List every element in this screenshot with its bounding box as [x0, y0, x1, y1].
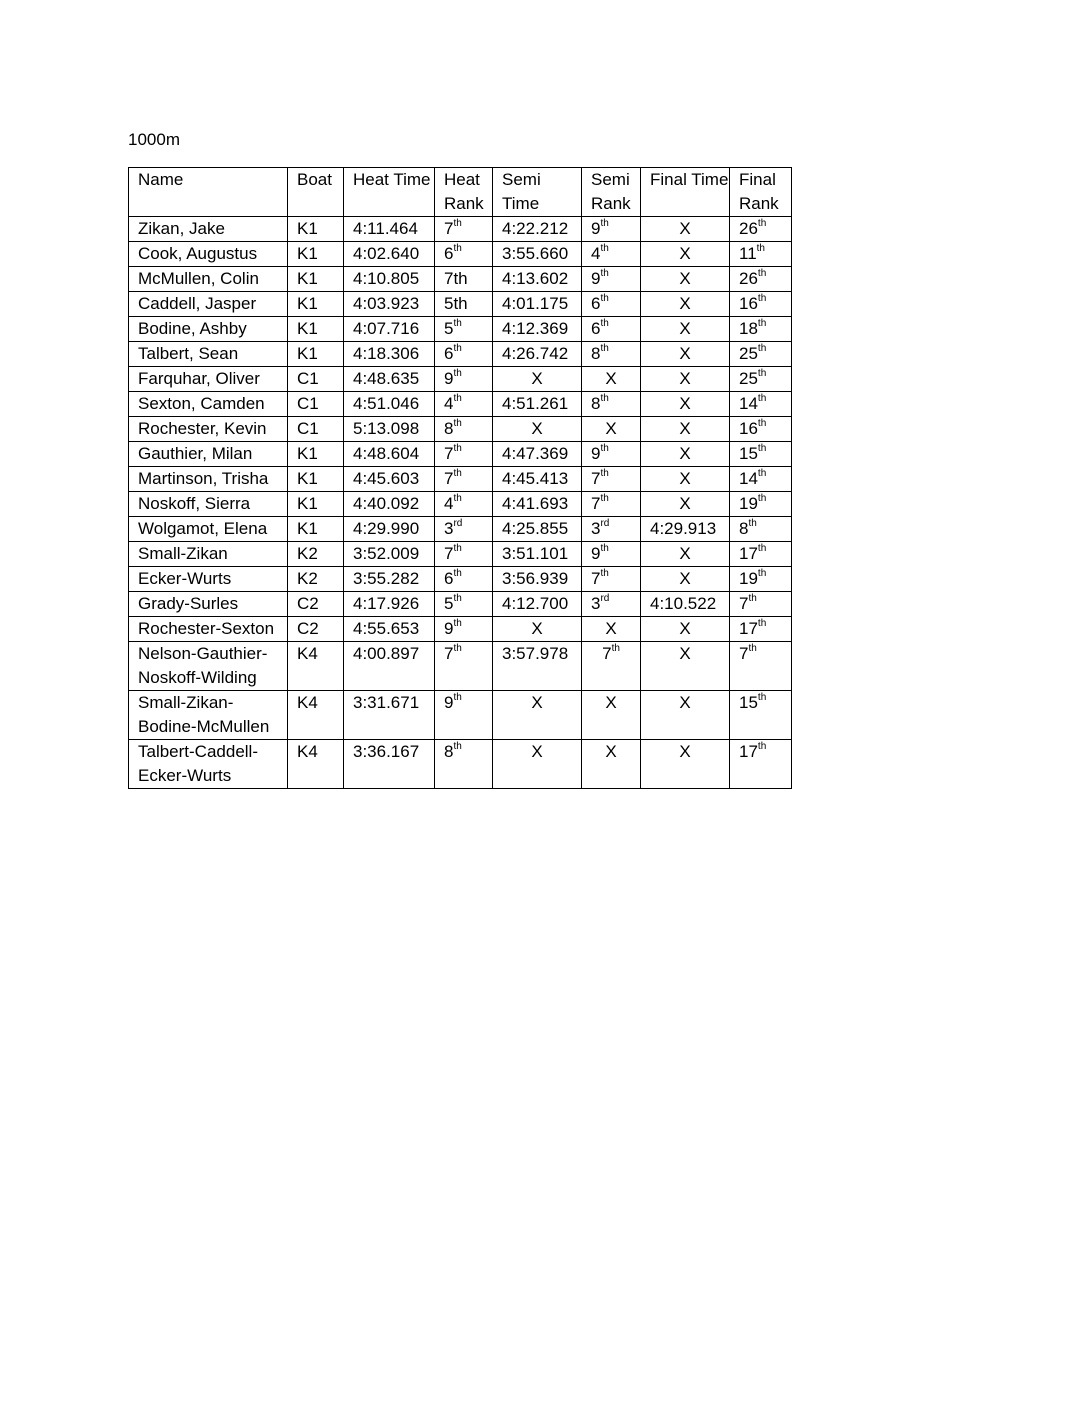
cell-heat-time: 3:31.671 — [344, 691, 435, 740]
cell-heat-time: 4:29.990 — [344, 517, 435, 542]
ordinal-suffix: th — [600, 343, 609, 355]
cell-final-time: X — [641, 542, 730, 567]
cell-heat-rank: 7th — [435, 542, 493, 567]
table-row — [129, 567, 792, 592]
table-row — [129, 242, 792, 267]
table-row — [129, 292, 792, 317]
ordinal-suffix: th — [757, 568, 767, 580]
cell-semi-time: 4:22.212 — [493, 217, 582, 242]
cell-heat-time: 4:02.640 — [344, 242, 435, 267]
cell-name: Ecker-Wurts — [129, 567, 288, 592]
cell-heat-time: 4:10.805 — [344, 267, 435, 292]
cell-boat: C2 — [288, 592, 344, 617]
cell-name: Grady-Surles — [129, 592, 288, 617]
cell-semi-rank: 7th — [582, 492, 641, 517]
cell-semi-rank: 9th — [582, 442, 641, 467]
cell-name: Sexton, Camden — [129, 392, 288, 417]
cell-heat-time: 4:18.306 — [344, 342, 435, 367]
cell-boat: K1 — [288, 342, 344, 367]
cell-final-time: X — [641, 567, 730, 592]
col-header-semi-rank: Semi Rank — [582, 168, 641, 217]
cell-heat-rank: 7th — [435, 467, 493, 492]
table-body — [129, 217, 792, 789]
cell-semi-rank: X — [582, 691, 641, 740]
ordinal-suffix: th — [757, 468, 767, 480]
cell-final-rank: 15th — [730, 691, 792, 740]
cell-heat-time: 4:07.716 — [344, 317, 435, 342]
ordinal-suffix: th — [453, 568, 462, 580]
cell-final-rank: 17th — [730, 740, 792, 789]
ordinal-suffix: th — [453, 692, 462, 704]
cell-name: Small-Zikan-Bodine-McMullen — [129, 691, 288, 740]
ordinal-suffix: th — [757, 293, 767, 305]
cell-semi-rank: 8th — [582, 342, 641, 367]
cell-name: Talbert-Caddell-Ecker-Wurts — [129, 740, 288, 789]
cell-semi-time: X — [493, 740, 582, 789]
cell-final-rank: 18th — [730, 317, 792, 342]
ordinal-suffix: th — [453, 468, 462, 480]
cell-heat-rank: 9th — [435, 367, 493, 392]
ordinal-suffix: th — [757, 493, 767, 505]
table-row — [129, 740, 792, 789]
page-title: 1000m — [128, 130, 180, 149]
col-header-semi-time: Semi Time — [493, 168, 582, 217]
cell-semi-rank: X — [582, 740, 641, 789]
ordinal-suffix: th — [453, 343, 462, 355]
cell-name: Caddell, Jasper — [129, 292, 288, 317]
cell-heat-rank: 5th — [435, 592, 493, 617]
cell-heat-rank: 4th — [435, 392, 493, 417]
table-row — [129, 517, 792, 542]
cell-final-rank: 14th — [730, 392, 792, 417]
table-row — [129, 592, 792, 617]
table-row — [129, 417, 792, 442]
cell-semi-rank: 7th — [582, 642, 641, 691]
ordinal-suffix: th — [757, 318, 767, 330]
ordinal-suffix: th — [600, 268, 609, 280]
cell-semi-time: 3:51.101 — [493, 542, 582, 567]
cell-semi-rank: 3rd — [582, 592, 641, 617]
cell-final-time: X — [641, 392, 730, 417]
ordinal-suffix: th — [453, 741, 462, 753]
cell-heat-time: 4:03.923 — [344, 292, 435, 317]
cell-semi-rank: 3rd — [582, 517, 641, 542]
cell-final-rank: 8th — [730, 517, 792, 542]
cell-final-rank: 19th — [730, 492, 792, 517]
cell-heat-rank: 7th — [435, 217, 493, 242]
cell-semi-rank: 8th — [582, 392, 641, 417]
cell-semi-rank: 7th — [582, 467, 641, 492]
cell-semi-time: 4:41.693 — [493, 492, 582, 517]
ordinal-suffix: rd — [600, 518, 610, 530]
ordinal-suffix: th — [748, 643, 757, 655]
ordinal-suffix: th — [453, 618, 462, 630]
ordinal-suffix: th — [600, 218, 609, 230]
cell-semi-time: 4:12.700 — [493, 592, 582, 617]
cell-boat: K1 — [288, 442, 344, 467]
col-header-name: Name — [129, 168, 288, 217]
col-header-final-rank: Final Rank — [730, 168, 792, 217]
cell-final-rank: 16th — [730, 417, 792, 442]
table-row — [129, 442, 792, 467]
col-header-final-time: Final Time — [641, 168, 730, 217]
cell-name: Farquhar, Oliver — [129, 367, 288, 392]
ordinal-suffix: th — [600, 393, 609, 405]
cell-boat: K4 — [288, 691, 344, 740]
ordinal-suffix: th — [757, 218, 767, 230]
cell-final-time: X — [641, 292, 730, 317]
cell-semi-rank: 9th — [582, 542, 641, 567]
col-header-boat: Boat — [288, 168, 344, 217]
cell-name: Rochester, Kevin — [129, 417, 288, 442]
ordinal-suffix: th — [611, 643, 620, 655]
cell-final-rank: 7th — [730, 592, 792, 617]
cell-heat-time: 4:55.653 — [344, 617, 435, 642]
cell-final-rank: 26th — [730, 267, 792, 292]
cell-semi-rank: 9th — [582, 217, 641, 242]
cell-final-rank: 19th — [730, 567, 792, 592]
ordinal-suffix: th — [757, 268, 767, 280]
cell-semi-rank: 7th — [582, 567, 641, 592]
table-row — [129, 367, 792, 392]
cell-boat: C2 — [288, 617, 344, 642]
ordinal-suffix: th — [757, 443, 767, 455]
cell-heat-time: 3:55.282 — [344, 567, 435, 592]
cell-semi-time: X — [493, 691, 582, 740]
cell-final-time: X — [641, 642, 730, 691]
cell-semi-time: 3:55.660 — [493, 242, 582, 267]
table-row — [129, 317, 792, 342]
cell-final-time: X — [641, 417, 730, 442]
cell-boat: K1 — [288, 292, 344, 317]
ordinal-suffix: th — [757, 393, 767, 405]
ordinal-suffix: th — [748, 593, 757, 605]
ordinal-suffix: th — [453, 493, 462, 505]
ordinal-suffix: th — [757, 343, 767, 355]
cell-final-time: X — [641, 617, 730, 642]
cell-final-time: X — [641, 442, 730, 467]
table-row — [129, 467, 792, 492]
cell-boat: K1 — [288, 317, 344, 342]
cell-heat-rank: 9th — [435, 617, 493, 642]
cell-boat: K1 — [288, 242, 344, 267]
ordinal-suffix: th — [757, 741, 767, 753]
cell-boat: K1 — [288, 467, 344, 492]
cell-heat-time: 4:00.897 — [344, 642, 435, 691]
cell-semi-time: 3:56.939 — [493, 567, 582, 592]
table-row — [129, 342, 792, 367]
cell-final-rank: 15th — [730, 442, 792, 467]
cell-final-time: X — [641, 342, 730, 367]
cell-name: Martinson, Trisha — [129, 467, 288, 492]
ordinal-suffix: th — [453, 443, 462, 455]
cell-final-rank: 7th — [730, 642, 792, 691]
cell-final-rank: 16th — [730, 292, 792, 317]
ordinal-suffix: th — [600, 543, 609, 555]
ordinal-suffix: th — [453, 593, 462, 605]
cell-heat-time: 3:36.167 — [344, 740, 435, 789]
ordinal-suffix: th — [757, 618, 767, 630]
table-row — [129, 492, 792, 517]
cell-semi-time: 4:45.413 — [493, 467, 582, 492]
cell-heat-time: 5:13.098 — [344, 417, 435, 442]
ordinal-suffix: rd — [453, 518, 463, 530]
ordinal-suffix: th — [453, 368, 462, 380]
cell-heat-time: 3:52.009 — [344, 542, 435, 567]
cell-semi-time: 4:13.602 — [493, 267, 582, 292]
cell-semi-time: 4:26.742 — [493, 342, 582, 367]
cell-boat: K4 — [288, 642, 344, 691]
cell-semi-time: X — [493, 367, 582, 392]
cell-name: Wolgamot, Elena — [129, 517, 288, 542]
cell-heat-time: 4:11.464 — [344, 217, 435, 242]
cell-name: Noskoff, Sierra — [129, 492, 288, 517]
cell-final-rank: 25th — [730, 367, 792, 392]
cell-boat: K1 — [288, 517, 344, 542]
ordinal-suffix: th — [748, 518, 757, 530]
cell-semi-rank: X — [582, 617, 641, 642]
ordinal-suffix: th — [453, 543, 462, 555]
cell-semi-rank: 6th — [582, 317, 641, 342]
col-header-heat-time: Heat Time — [344, 168, 435, 217]
cell-final-time: X — [641, 267, 730, 292]
cell-heat-rank: 3rd — [435, 517, 493, 542]
ordinal-suffix: th — [600, 493, 609, 505]
cell-final-rank: 25th — [730, 342, 792, 367]
ordinal-suffix: th — [600, 293, 609, 305]
results-table — [128, 167, 792, 789]
cell-final-time: X — [641, 467, 730, 492]
cell-heat-rank: 7th — [435, 442, 493, 467]
cell-name: Gauthier, Milan — [129, 442, 288, 467]
cell-boat: K2 — [288, 567, 344, 592]
cell-name: Rochester-Sexton — [129, 617, 288, 642]
cell-final-rank: 14th — [730, 467, 792, 492]
cell-heat-time: 4:48.635 — [344, 367, 435, 392]
table-row — [129, 217, 792, 242]
cell-boat: K2 — [288, 542, 344, 567]
cell-final-rank: 11th — [730, 242, 792, 267]
cell-heat-time: 4:51.046 — [344, 392, 435, 417]
cell-final-time: X — [641, 492, 730, 517]
cell-boat: K4 — [288, 740, 344, 789]
cell-semi-time: 4:51.261 — [493, 392, 582, 417]
col-header-heat-rank: Heat Rank — [435, 168, 493, 217]
cell-name: McMullen, Colin — [129, 267, 288, 292]
ordinal-suffix: th — [453, 218, 462, 230]
cell-name: Talbert, Sean — [129, 342, 288, 367]
ordinal-suffix: th — [757, 418, 767, 430]
ordinal-suffix: th — [756, 243, 765, 255]
cell-name: Bodine, Ashby — [129, 317, 288, 342]
ordinal-suffix: th — [453, 418, 462, 430]
cell-boat: K1 — [288, 217, 344, 242]
table-row — [129, 542, 792, 567]
cell-semi-rank: 4th — [582, 242, 641, 267]
ordinal-suffix: th — [757, 543, 767, 555]
cell-final-time: X — [641, 242, 730, 267]
ordinal-suffix: th — [600, 443, 609, 455]
cell-heat-rank: 7th — [435, 642, 493, 691]
cell-heat-time: 4:40.092 — [344, 492, 435, 517]
cell-semi-time: X — [493, 617, 582, 642]
cell-heat-rank: 5th — [435, 292, 493, 317]
cell-name: Small-Zikan — [129, 542, 288, 567]
cell-heat-time: 4:48.604 — [344, 442, 435, 467]
cell-boat: K1 — [288, 492, 344, 517]
ordinal-suffix: th — [600, 468, 609, 480]
table-row — [129, 392, 792, 417]
ordinal-suffix: th — [757, 692, 767, 704]
table-row — [129, 691, 792, 740]
cell-final-time: 4:29.913 — [641, 517, 730, 542]
cell-final-time: X — [641, 217, 730, 242]
cell-final-time: X — [641, 740, 730, 789]
cell-final-rank: 17th — [730, 542, 792, 567]
table-row — [129, 642, 792, 691]
cell-boat: C1 — [288, 417, 344, 442]
cell-heat-rank: 6th — [435, 242, 493, 267]
cell-semi-time: 3:57.978 — [493, 642, 582, 691]
cell-semi-time: 4:12.369 — [493, 317, 582, 342]
cell-heat-rank: 4th — [435, 492, 493, 517]
cell-final-time: X — [641, 317, 730, 342]
cell-heat-rank: 6th — [435, 567, 493, 592]
cell-heat-rank: 8th — [435, 417, 493, 442]
cell-heat-rank: 5th — [435, 317, 493, 342]
cell-heat-time: 4:45.603 — [344, 467, 435, 492]
cell-semi-rank: X — [582, 367, 641, 392]
cell-semi-time: 4:47.369 — [493, 442, 582, 467]
cell-final-time: 4:10.522 — [641, 592, 730, 617]
cell-semi-rank: X — [582, 417, 641, 442]
ordinal-suffix: th — [453, 393, 462, 405]
cell-heat-rank: 7th — [435, 267, 493, 292]
cell-semi-time: X — [493, 417, 582, 442]
cell-final-rank: 17th — [730, 617, 792, 642]
cell-semi-time: 4:25.855 — [493, 517, 582, 542]
cell-name: Zikan, Jake — [129, 217, 288, 242]
ordinal-suffix: th — [453, 643, 462, 655]
cell-final-time: X — [641, 691, 730, 740]
ordinal-suffix: th — [453, 318, 462, 330]
cell-final-rank: 26th — [730, 217, 792, 242]
cell-heat-rank: 8th — [435, 740, 493, 789]
cell-final-time: X — [641, 367, 730, 392]
table-header-row — [129, 168, 792, 217]
cell-semi-rank: 6th — [582, 292, 641, 317]
ordinal-suffix: th — [757, 368, 767, 380]
cell-heat-time: 4:17.926 — [344, 592, 435, 617]
ordinal-suffix: th — [600, 318, 609, 330]
cell-name: Nelson-Gauthier-Noskoff-Wilding — [129, 642, 288, 691]
ordinal-suffix: th — [600, 243, 609, 255]
cell-semi-rank: 9th — [582, 267, 641, 292]
cell-boat: C1 — [288, 367, 344, 392]
cell-semi-time: 4:01.175 — [493, 292, 582, 317]
table-row — [129, 267, 792, 292]
ordinal-suffix: rd — [600, 593, 610, 605]
cell-boat: C1 — [288, 392, 344, 417]
ordinal-suffix: th — [600, 568, 609, 580]
ordinal-suffix: th — [453, 243, 462, 255]
cell-heat-rank: 6th — [435, 342, 493, 367]
cell-heat-rank: 9th — [435, 691, 493, 740]
table-row — [129, 617, 792, 642]
cell-boat: K1 — [288, 267, 344, 292]
cell-name: Cook, Augustus — [129, 242, 288, 267]
